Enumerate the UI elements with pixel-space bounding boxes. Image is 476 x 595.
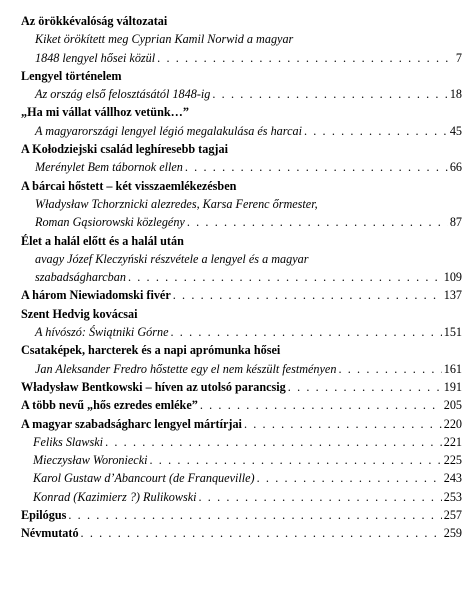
toc-entry-subtitle: Kiket örökített meg Cyprian Kamil Norwid a magyar <box>35 32 294 47</box>
toc-entry <box>21 49 462 67</box>
toc-entry-title: Szent Hedvig kovácsai <box>21 306 138 321</box>
dot-leader <box>173 286 442 304</box>
dot-leader <box>338 360 441 378</box>
page-number: 259 <box>443 526 462 541</box>
toc-entry-title: A három Niewiadomski fivér <box>21 288 171 303</box>
toc-entry-title: „Ha mi vállat vállhoz vetünk…” <box>21 105 189 120</box>
toc-entry-title: Névmutató <box>21 526 79 541</box>
page-number: 205 <box>443 398 462 413</box>
toc-entry <box>21 158 462 176</box>
page-number: 45 <box>449 123 462 138</box>
page-number: 7 <box>455 50 462 65</box>
dot-leader <box>187 213 448 231</box>
toc-entry <box>21 415 462 433</box>
toc-entry <box>21 451 462 469</box>
toc-entry <box>21 524 462 542</box>
toc-entry-subtitle: Roman Gąsiorowski közlegény <box>35 215 185 230</box>
toc-entry-title: Epilógus <box>21 508 67 523</box>
toc-entry <box>21 85 462 103</box>
toc-entry-title: Élet a halál előtt és a halál után <box>21 233 184 248</box>
toc-entry-subtitle: avagy Józef Kleczyński részvétele a lengyel és a magyar <box>35 251 309 266</box>
toc-entry <box>21 323 462 341</box>
dot-leader <box>200 396 442 414</box>
dot-leader <box>68 506 441 524</box>
toc-entry-subtitle: Władysław Tchorznicki alezredes, Karsa Ferenc őrmester, <box>35 196 318 211</box>
dot-leader <box>157 49 454 67</box>
dot-leader <box>185 158 448 176</box>
page-number: 109 <box>443 270 462 285</box>
toc-entry-subtitle: Mieczysław Woroniecki <box>33 453 148 468</box>
toc-entry-title: Csataképek, harcterek és a napi aprómunka hősei <box>21 343 281 358</box>
dot-leader <box>257 469 442 487</box>
page-number: 151 <box>443 325 462 340</box>
toc-chapter-title <box>21 67 462 85</box>
toc-entry-subtitle: Konrad (Kazimierz ?) Rulikowski <box>33 489 197 504</box>
toc-chapter-title <box>21 177 462 195</box>
dot-leader <box>150 451 442 469</box>
toc-entry-subtitle: Karol Gustaw d’Abancourt (de Franqueville) <box>33 471 255 486</box>
page-number: 191 <box>443 379 462 394</box>
toc-chapter-title <box>21 140 462 158</box>
toc-entry-subtitle: Merénylet Bem tábornok ellen <box>35 160 183 175</box>
page-number: 66 <box>449 160 462 175</box>
toc-entry <box>21 360 462 378</box>
toc-subtitle-line <box>21 250 462 268</box>
toc-entry-subtitle: A magyarországi lengyel légió megalakulása és harcai <box>35 123 302 138</box>
page-number: 253 <box>443 489 462 504</box>
toc-entry-title: Az örökkévalóság változatai <box>21 14 168 28</box>
toc-chapter-title <box>21 305 462 323</box>
page-number: 87 <box>449 215 462 230</box>
toc-entry-subtitle: Feliks Slawski <box>33 434 104 449</box>
toc-entry <box>21 396 462 414</box>
toc-entry-title: A magyar szabadságharc lengyel mártírjai <box>21 416 242 431</box>
toc-entry-title: Lengyel történelem <box>21 68 122 83</box>
toc-entry-subtitle: Az ország első felosztásától 1848-ig <box>35 87 211 102</box>
toc-entry <box>21 506 462 524</box>
page-number: 220 <box>443 416 462 431</box>
page-number: 18 <box>449 87 462 102</box>
dot-leader <box>81 524 442 542</box>
dot-leader <box>199 488 442 506</box>
page-number: 225 <box>443 453 462 468</box>
dot-leader <box>128 268 442 286</box>
toc-entry <box>21 469 462 487</box>
dot-leader <box>304 122 448 140</box>
toc-entry-subtitle: Jan Aleksander Fredro hőstette egy el nem készült festményen <box>35 361 337 376</box>
toc-subtitle-line <box>21 30 462 48</box>
page-number: 243 <box>443 471 462 486</box>
toc-entry <box>21 433 462 451</box>
dot-leader <box>212 85 447 103</box>
page-number: 221 <box>443 434 462 449</box>
toc-entry-title: A több nevű „hős ezredes emléke” <box>21 398 198 413</box>
toc-entry-subtitle: A hívószó: Świątniki Górne <box>35 325 169 340</box>
toc-entry-title: A bárcai hőstett – két visszaemlékezésben <box>21 178 237 193</box>
toc-entry <box>21 122 462 140</box>
toc-entry-subtitle: 1848 lengyel hősei közül <box>35 50 156 65</box>
toc-chapter-title <box>21 103 462 121</box>
toc-entry <box>21 268 462 286</box>
toc-entry <box>21 286 462 304</box>
dot-leader <box>171 323 442 341</box>
toc-chapter-title <box>21 341 462 359</box>
dot-leader <box>288 378 442 396</box>
toc-entry <box>21 378 462 396</box>
page-number: 137 <box>443 288 462 303</box>
toc-chapter-title <box>21 12 462 30</box>
toc-entry <box>21 488 462 506</box>
dot-leader <box>105 433 442 451</box>
toc-entry-title: Władysław Bentkowski – híven az utolsó parancsig <box>21 379 286 394</box>
toc-subtitle-line <box>21 195 462 213</box>
toc-entry-subtitle: szabadságharcban <box>35 270 126 285</box>
toc-chapter-title <box>21 232 462 250</box>
page-number: 257 <box>443 508 462 523</box>
dot-leader <box>244 415 442 433</box>
toc-entry <box>21 213 462 231</box>
toc-entry-title: A Kołodziejski család leghíresebb tagjai <box>21 142 228 157</box>
table-of-contents <box>21 12 462 543</box>
page-number: 161 <box>443 361 462 376</box>
